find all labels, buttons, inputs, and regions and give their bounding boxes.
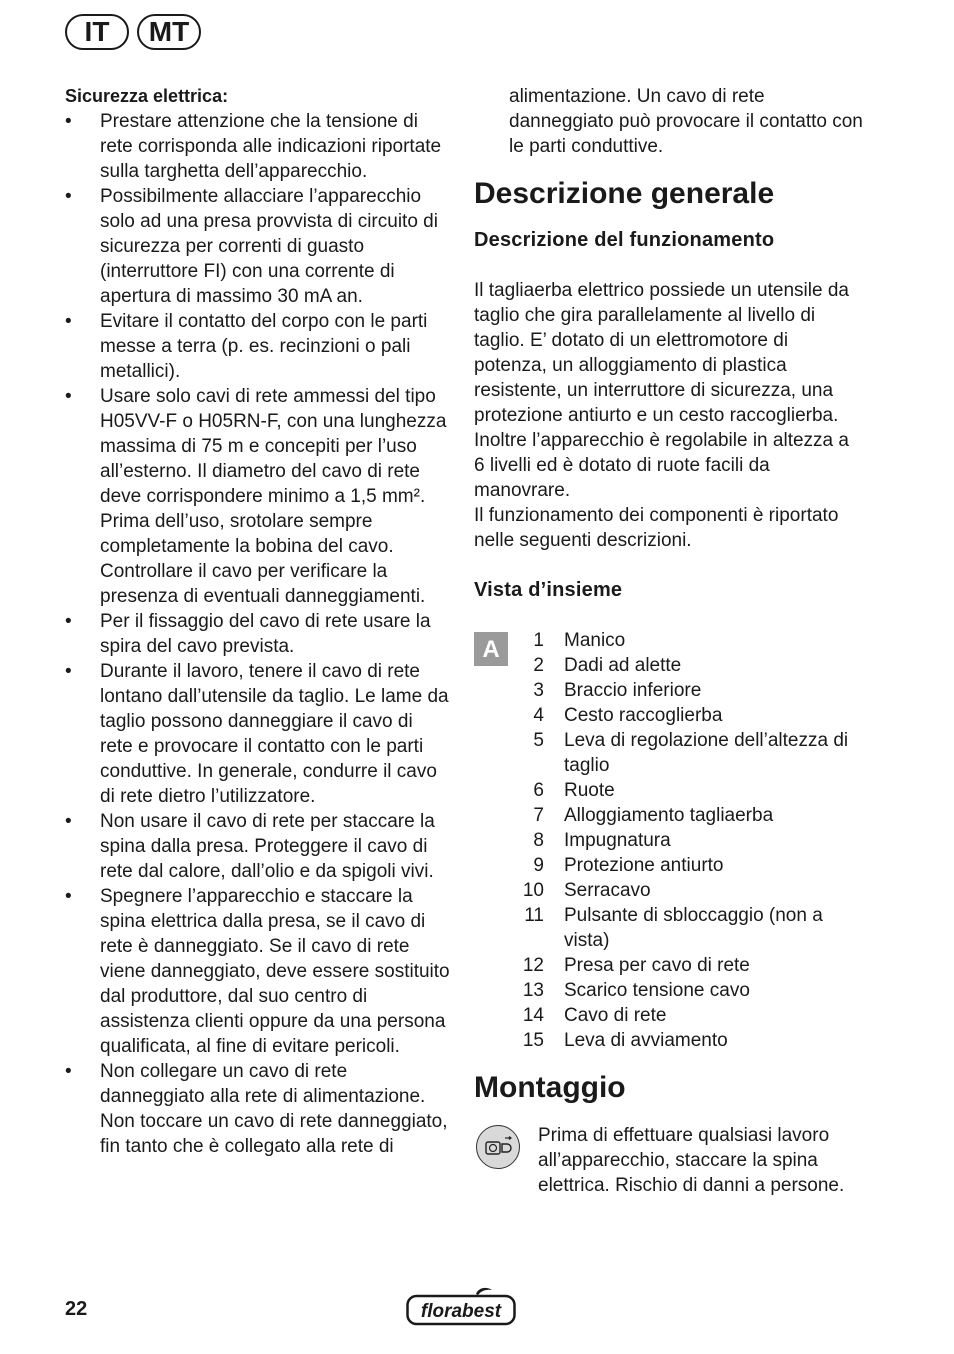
electrical-safety-heading: Sicurezza elettrica:	[65, 86, 229, 106]
list-item	[494, 653, 864, 678]
list-item	[494, 903, 864, 953]
bullet-item: • Spegnere l’apparecchio e staccare la spina elettrica dalla presa, se il cavo di rete è danneggiato. Se il cavo di rete viene danneggiato, deve essere sostituito dal produttore, dal suo centro di assistenza clienti oppure da una persona qualificata, al fine di evitare pericoli.	[65, 884, 450, 1059]
part-number: 14	[522, 1005, 544, 1026]
bullet-item: • Per il fissaggio del cavo di rete usare la spira del cavo prevista.	[65, 609, 450, 659]
part-label: Cesto raccoglierba	[564, 705, 723, 726]
left-column	[65, 84, 450, 1159]
function-paragraph: Il tagliaerba elettrico possiede un utensile da taglio che gira parallelamente al livello di taglio. E’ dotato di un elettromotore di potenza, un alloggiamento di plastica resistente, un interruttore di sicurezza, una protezione antiurto e un cesto raccoglierba. Inoltre l’apparecchio è regolabile in altezza a 6 livelli ed è dotato di ruote facili da manovrare.	[474, 280, 849, 501]
subsection-title-overview: Vista d’insieme	[474, 579, 623, 601]
part-label: Cavo di rete	[564, 1005, 667, 1026]
part-label: Scarico tensione cavo	[564, 980, 750, 1001]
part-label: Alloggiamento tagliaerba	[564, 805, 774, 826]
part-number: 6	[533, 780, 544, 801]
list-item	[494, 978, 864, 1003]
part-label: Pulsante di sbloccaggio (non a vista)	[564, 905, 823, 951]
list-item	[494, 678, 864, 703]
section-title-assembly: Montaggio	[474, 1071, 626, 1104]
subsection-title-function: Descrizione del funzionamento	[474, 229, 775, 251]
part-number: 4	[533, 705, 544, 726]
unplug-warning	[474, 1123, 864, 1198]
part-number: 2	[533, 655, 544, 676]
part-label: Impugnatura	[564, 830, 671, 851]
bullet-item: • Possibilmente allacciare l’apparecchio solo ad una presa provvista di circuito di sicurezza per correnti di guasto (interruttore FI) con una corrente di apertura di massimo 30 mA an.	[65, 184, 450, 309]
list-item	[494, 703, 864, 728]
bullet-item: • Durante il lavoro, tenere il cavo di rete lontano dall’utensile da taglio. Le lame da taglio possono danneggiare il cavo di rete e provocare il contatto con le parti conduttive. In generale, condurre il cavo di rete dietro l’utilizzatore.	[65, 659, 450, 809]
part-number: 15	[522, 1030, 544, 1051]
part-number: 8	[533, 830, 544, 851]
list-item	[494, 1028, 864, 1053]
right-column	[474, 84, 864, 1198]
part-label: Dadi ad alette	[564, 655, 682, 676]
part-number: 5	[533, 730, 544, 751]
part-number: 7	[533, 805, 544, 826]
part-label: Presa per cavo di rete	[564, 955, 750, 976]
bullet-item: • Prestare attenzione che la tensione di rete corrisponda alle indicazioni riportate sulla targhetta dell’apparecchio.	[65, 109, 450, 184]
page-number: 22	[65, 1298, 88, 1320]
list-item	[494, 778, 864, 803]
safety-bullet-list	[65, 109, 450, 1159]
bullet-item: • Usare solo cavi di rete ammessi del tipo H05VV-F o H05RN-F, con una lunghezza massima di 75 m e concepiti per l’uso all’esterno. Il diametro del cavo di rete deve corrispondere minimo a 1,5 mm². Prima dell’uso, srotolare sempre completamente la bobina del cavo. Controllare il cavo per verificare la presenza di eventuali danneggiamenti.	[65, 384, 450, 609]
parts-list-block	[474, 628, 864, 1053]
part-label: Serracavo	[564, 880, 651, 901]
part-number: 10	[522, 880, 544, 901]
part-label: Manico	[564, 630, 626, 651]
warning-text: Prima di effettuare qualsiasi lavoro all’apparecchio, staccare la spina elettrica. Rischio di danni a persone.	[538, 1125, 845, 1196]
part-label: Leva di regolazione dell’altezza di taglio	[564, 730, 849, 776]
part-number: 9	[533, 855, 544, 876]
parts-list	[494, 628, 864, 1053]
bullet-item: • Non usare il cavo di rete per staccare la spina dalla presa. Proteggere il cavo di rete dal calore, dall’olio e da spigoli vivi.	[65, 809, 450, 884]
part-number: 13	[522, 980, 544, 1001]
bullet-item: • Non collegare un cavo di rete danneggiato alla rete di alimentazione. Non toccare un cavo di rete danneggiato, fin tanto che è collegato alla rete di	[65, 1059, 450, 1159]
list-item	[494, 728, 864, 778]
function-paragraph-2: Il funzionamento dei componenti è riportato nelle seguenti descrizioni.	[474, 505, 839, 551]
part-number: 11	[524, 905, 544, 926]
list-item	[494, 803, 864, 828]
part-number: 12	[522, 955, 544, 976]
part-number: 3	[533, 680, 544, 701]
figure-a-marker: A	[474, 632, 508, 666]
lang-badge-mt: MT	[137, 14, 201, 50]
language-badges	[65, 14, 201, 50]
florabest-logo	[406, 1286, 516, 1326]
list-item	[494, 1003, 864, 1028]
svg-text:florabest: florabest	[420, 1301, 502, 1322]
bullet-item: • Evitare il contatto del corpo con le parti messe a terra (p. es. recinzioni o pali metallici).	[65, 309, 450, 384]
lang-badge-it: IT	[65, 14, 129, 50]
section-title-general-description: Descrizione generale	[474, 177, 775, 210]
list-item	[494, 953, 864, 978]
part-number: 1	[533, 630, 544, 651]
continuation-text: alimentazione. Un cavo di rete danneggiato può provocare il contatto con le parti conduttive.	[509, 86, 863, 157]
part-label: Braccio inferiore	[564, 680, 702, 701]
list-item	[494, 628, 864, 653]
part-label: Ruote	[564, 780, 615, 801]
part-label: Leva di avviamento	[564, 1030, 728, 1051]
part-label: Protezione antiurto	[564, 855, 724, 876]
unplug-icon	[476, 1125, 520, 1169]
list-item	[494, 828, 864, 853]
list-item	[494, 878, 864, 903]
list-item	[494, 853, 864, 878]
